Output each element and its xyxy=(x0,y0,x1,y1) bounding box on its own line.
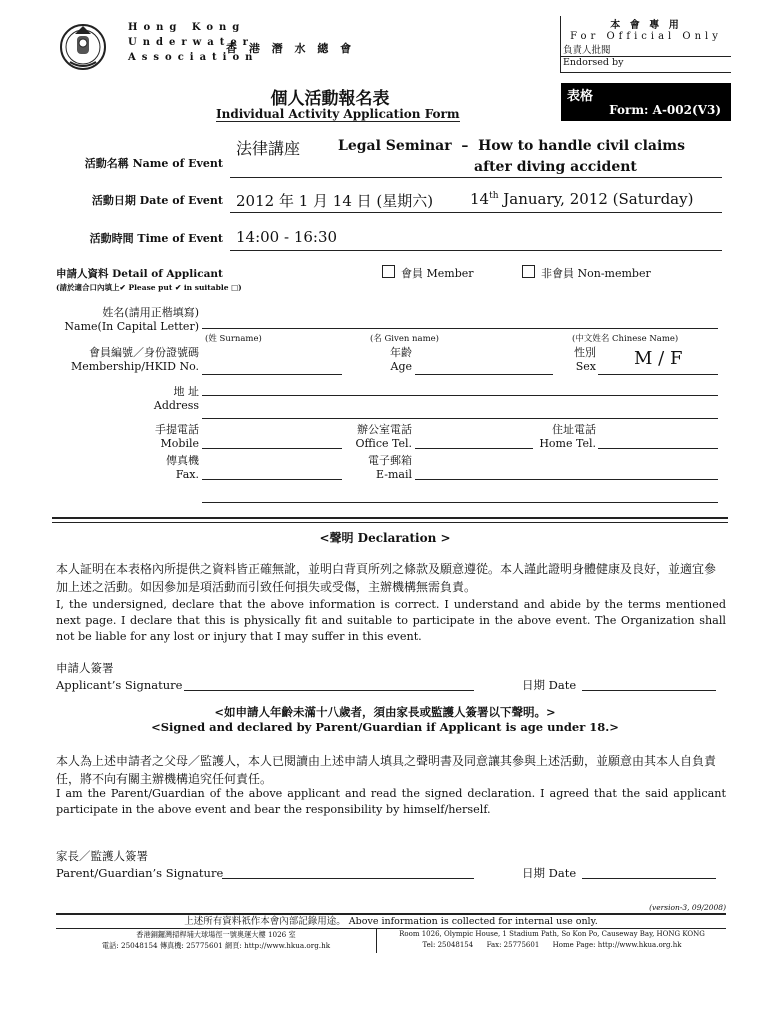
applicant-signature-label xyxy=(56,660,182,694)
name-label-zh: 姓名(請用正楷填寫) xyxy=(102,306,199,319)
fax-label-en: Fax. xyxy=(175,468,199,481)
fax-label-zh: 傳真機 xyxy=(166,454,199,467)
name-label xyxy=(40,304,199,333)
fax-label xyxy=(40,452,199,481)
surname-hint: (姓 Surname) xyxy=(205,334,262,344)
membership-input-line[interactable] xyxy=(202,358,342,375)
home-tel-label-en: Home Tel. xyxy=(539,437,596,450)
email-label-zh: 電子郵箱 xyxy=(368,454,412,467)
form-title-en: Individual Activity Application Form xyxy=(216,107,460,121)
endorsed-by-zh: 負責人批閱 xyxy=(563,45,611,56)
member-checkbox[interactable] xyxy=(382,265,395,278)
guardian-heading-en: <Signed and declared by Parent/Guardian if Applicant is age under 18.> xyxy=(151,720,619,734)
event-date-label: 活動日期 Date of Event xyxy=(91,194,223,207)
declaration-title: <聲明 Declaration > xyxy=(319,531,451,545)
address-label-zh: 地 址 xyxy=(173,385,199,398)
form-label-zh: 表格 xyxy=(567,89,594,104)
event-date-zh: 2012 年 1 月 14 日 (星期六) xyxy=(236,192,434,210)
mobile-input-line[interactable] xyxy=(202,436,342,449)
footer-notice: 上述所有資料祇作本會內部記錄用途。 Above information is collected for internal use only. xyxy=(56,915,726,929)
guardian-signature-label-zh: 家長／監護人簽署 xyxy=(56,849,148,863)
home-tel-label xyxy=(526,421,596,450)
fax-input-line[interactable] xyxy=(202,467,342,480)
event-name-line xyxy=(230,158,722,178)
guardian-text-zh: 本人為上述申請者之父母／監護人，本人已閱讀由上述申請人填具之聲明書及同意讓其參與上述活動，並願意由其本人自負責任，將不向有關主辦機構追究任何責任。 xyxy=(56,754,717,786)
non-member-option[interactable] xyxy=(522,265,651,281)
office-tel-label xyxy=(340,421,412,450)
event-name-label: 活動名稱 Name of Event xyxy=(84,157,223,170)
section-divider-thin xyxy=(52,522,728,523)
age-label-en: Age xyxy=(390,360,412,373)
non-member-checkbox[interactable] xyxy=(522,265,535,278)
org-name-line1: Hong Kong xyxy=(128,22,246,33)
footer-box xyxy=(56,913,726,953)
guardian-date-label: 日期 Date xyxy=(522,866,577,880)
applicant-signature-line[interactable] xyxy=(184,678,474,691)
declaration-text-en: I, the undersigned, declare that the above information is correct. I understand and abide by the terms mentioned next page. I declare that this is physically fit and suitable to participate in the above event. The Organization shall not be liable for any lost or injury that I may suffer in this event. xyxy=(56,598,726,643)
sex-input-line[interactable] xyxy=(598,348,718,375)
applicant-date-label: 日期 Date xyxy=(522,678,577,692)
guardian-date-line[interactable] xyxy=(582,866,716,879)
event-name-en-line1: Legal Seminar – How to handle civil claims xyxy=(338,138,685,154)
address-label-en: Address xyxy=(153,399,199,412)
footer-contacts-en: Tel: 25048154 Fax: 25775601 Home Page: http://www.hkua.org.hk xyxy=(422,941,682,949)
membership-label xyxy=(40,344,199,373)
email-label-en: E-mail xyxy=(376,468,412,481)
address-label xyxy=(40,383,199,412)
applicant-section-note: (請於適合口內填上✔ Please put ✔ in suitable □) xyxy=(56,283,242,292)
footer-english-contact xyxy=(378,929,726,953)
association-logo xyxy=(58,20,108,72)
guardian-signature-label xyxy=(56,848,223,882)
member-option[interactable] xyxy=(382,265,474,281)
org-name-line3: Association xyxy=(128,52,259,63)
non-member-option-label: 非會員 Non-member xyxy=(541,267,651,280)
applicant-signature-label-zh: 申請人簽署 xyxy=(56,661,114,675)
event-date-suffix: th xyxy=(489,191,499,201)
email-input-line-2[interactable] xyxy=(202,490,718,503)
footer-contacts-zh: 電話: 25048154 傳真機: 25775601 網頁: http://www.hkua.org.hk xyxy=(101,941,331,950)
event-time-label: 活動時間 Time of Event xyxy=(89,232,223,245)
official-use-zh: 本 會 專 用 xyxy=(610,20,682,31)
form-code: Form: A-002(V3) xyxy=(609,103,721,117)
age-label xyxy=(368,344,412,373)
declaration-text-zh: 本人証明在本表格內所提供之資料皆正確無訛，並明白背頁所列之條款及願意遵從。本人謹此證明身體健康及良好，並適宜參加上述之活動。如因參加是項活動而引致任何損失或受傷，主辦機構無需負責。 xyxy=(56,562,717,594)
footer-address-zh: 香港銅鑼灣掃桿埔大球場徑一號奧運大樓 1026 室 xyxy=(136,930,296,939)
mobile-label-zh: 手提電話 xyxy=(155,423,199,436)
applicant-section-title: 申請人資料 Detail of Applicant xyxy=(56,268,223,280)
footer-address-en: Room 1026, Olympic House, 1 Stadium Path, So Kon Po, Causeway Bay, HONG KONG xyxy=(399,930,705,938)
event-time-line xyxy=(230,226,722,251)
version-label: (version-3, 09/2008) xyxy=(649,903,726,912)
given-name-hint: (名 Given name) xyxy=(370,334,439,344)
email-label xyxy=(340,452,412,481)
footer-chinese-contact xyxy=(56,929,377,953)
email-input-line-1[interactable] xyxy=(415,467,718,480)
event-date-day: 14 xyxy=(470,190,490,208)
mobile-label xyxy=(40,421,199,450)
mobile-label-en: Mobile xyxy=(160,437,199,450)
home-tel-label-zh: 住址電話 xyxy=(552,423,596,436)
guardian-signature-label-en: Parent/Guardian’s Signature xyxy=(56,866,224,880)
office-tel-label-zh: 辦公室電話 xyxy=(357,423,412,436)
event-date-line xyxy=(230,188,722,213)
section-divider xyxy=(52,517,728,519)
event-name-zh: 法律講座 xyxy=(236,139,301,158)
chinese-name-hint: (中文姓名 Chinese Name) xyxy=(572,334,679,344)
official-use-en: For Official Only xyxy=(570,31,722,42)
membership-label-zh: 會員編號／身份證號碼 xyxy=(89,346,199,359)
office-tel-label-en: Office Tel. xyxy=(355,437,412,450)
guardian-heading-zh: <如申請人年齡未滿十八歲者，須由家長或監護人簽署以下聲明。> xyxy=(214,705,556,719)
home-tel-input-line[interactable] xyxy=(598,436,718,449)
age-input-line[interactable] xyxy=(415,358,553,375)
endorsed-by-en: Endorsed by xyxy=(561,56,731,68)
org-name-zh: 香 港 潛 水 總 會 xyxy=(226,42,356,55)
form-code-box xyxy=(561,83,731,121)
event-time-value: 14:00 - 16:30 xyxy=(236,228,338,246)
event-name-en-line2: after diving accident xyxy=(474,159,637,175)
form-title-zh: 個人活動報名表 xyxy=(270,89,390,109)
org-name-line2: Underwater xyxy=(128,37,254,48)
name-label-en: Name(In Capital Letter) xyxy=(64,320,199,333)
official-use-box xyxy=(560,16,731,73)
applicant-date-line[interactable] xyxy=(582,678,716,691)
office-tel-input-line[interactable] xyxy=(415,436,533,449)
name-input-line[interactable] xyxy=(202,312,718,329)
event-date-en xyxy=(470,190,693,208)
member-option-label: 會員 Member xyxy=(401,267,474,280)
event-date-rest: January, 2012 (Saturday) xyxy=(498,190,694,208)
sex-label-en: Sex xyxy=(575,360,596,373)
sex-label-zh: 性別 xyxy=(574,346,596,359)
guardian-text-en: I am the Parent/Guardian of the above applicant and read the signed declaration. I agreed that the said applicant participate in the above event and bear the responsibility by himself/herself. xyxy=(56,787,726,816)
guardian-signature-line[interactable] xyxy=(222,866,474,879)
address-input-line-1[interactable] xyxy=(202,383,718,396)
membership-label-en: Membership/HKID No. xyxy=(70,360,199,373)
age-label-zh: 年齡 xyxy=(390,346,412,359)
address-input-line-2[interactable] xyxy=(202,406,718,419)
applicant-signature-label-en: Applicant’s Signature xyxy=(56,678,183,692)
sex-label xyxy=(556,344,596,373)
sex-value: M / F xyxy=(634,348,683,369)
